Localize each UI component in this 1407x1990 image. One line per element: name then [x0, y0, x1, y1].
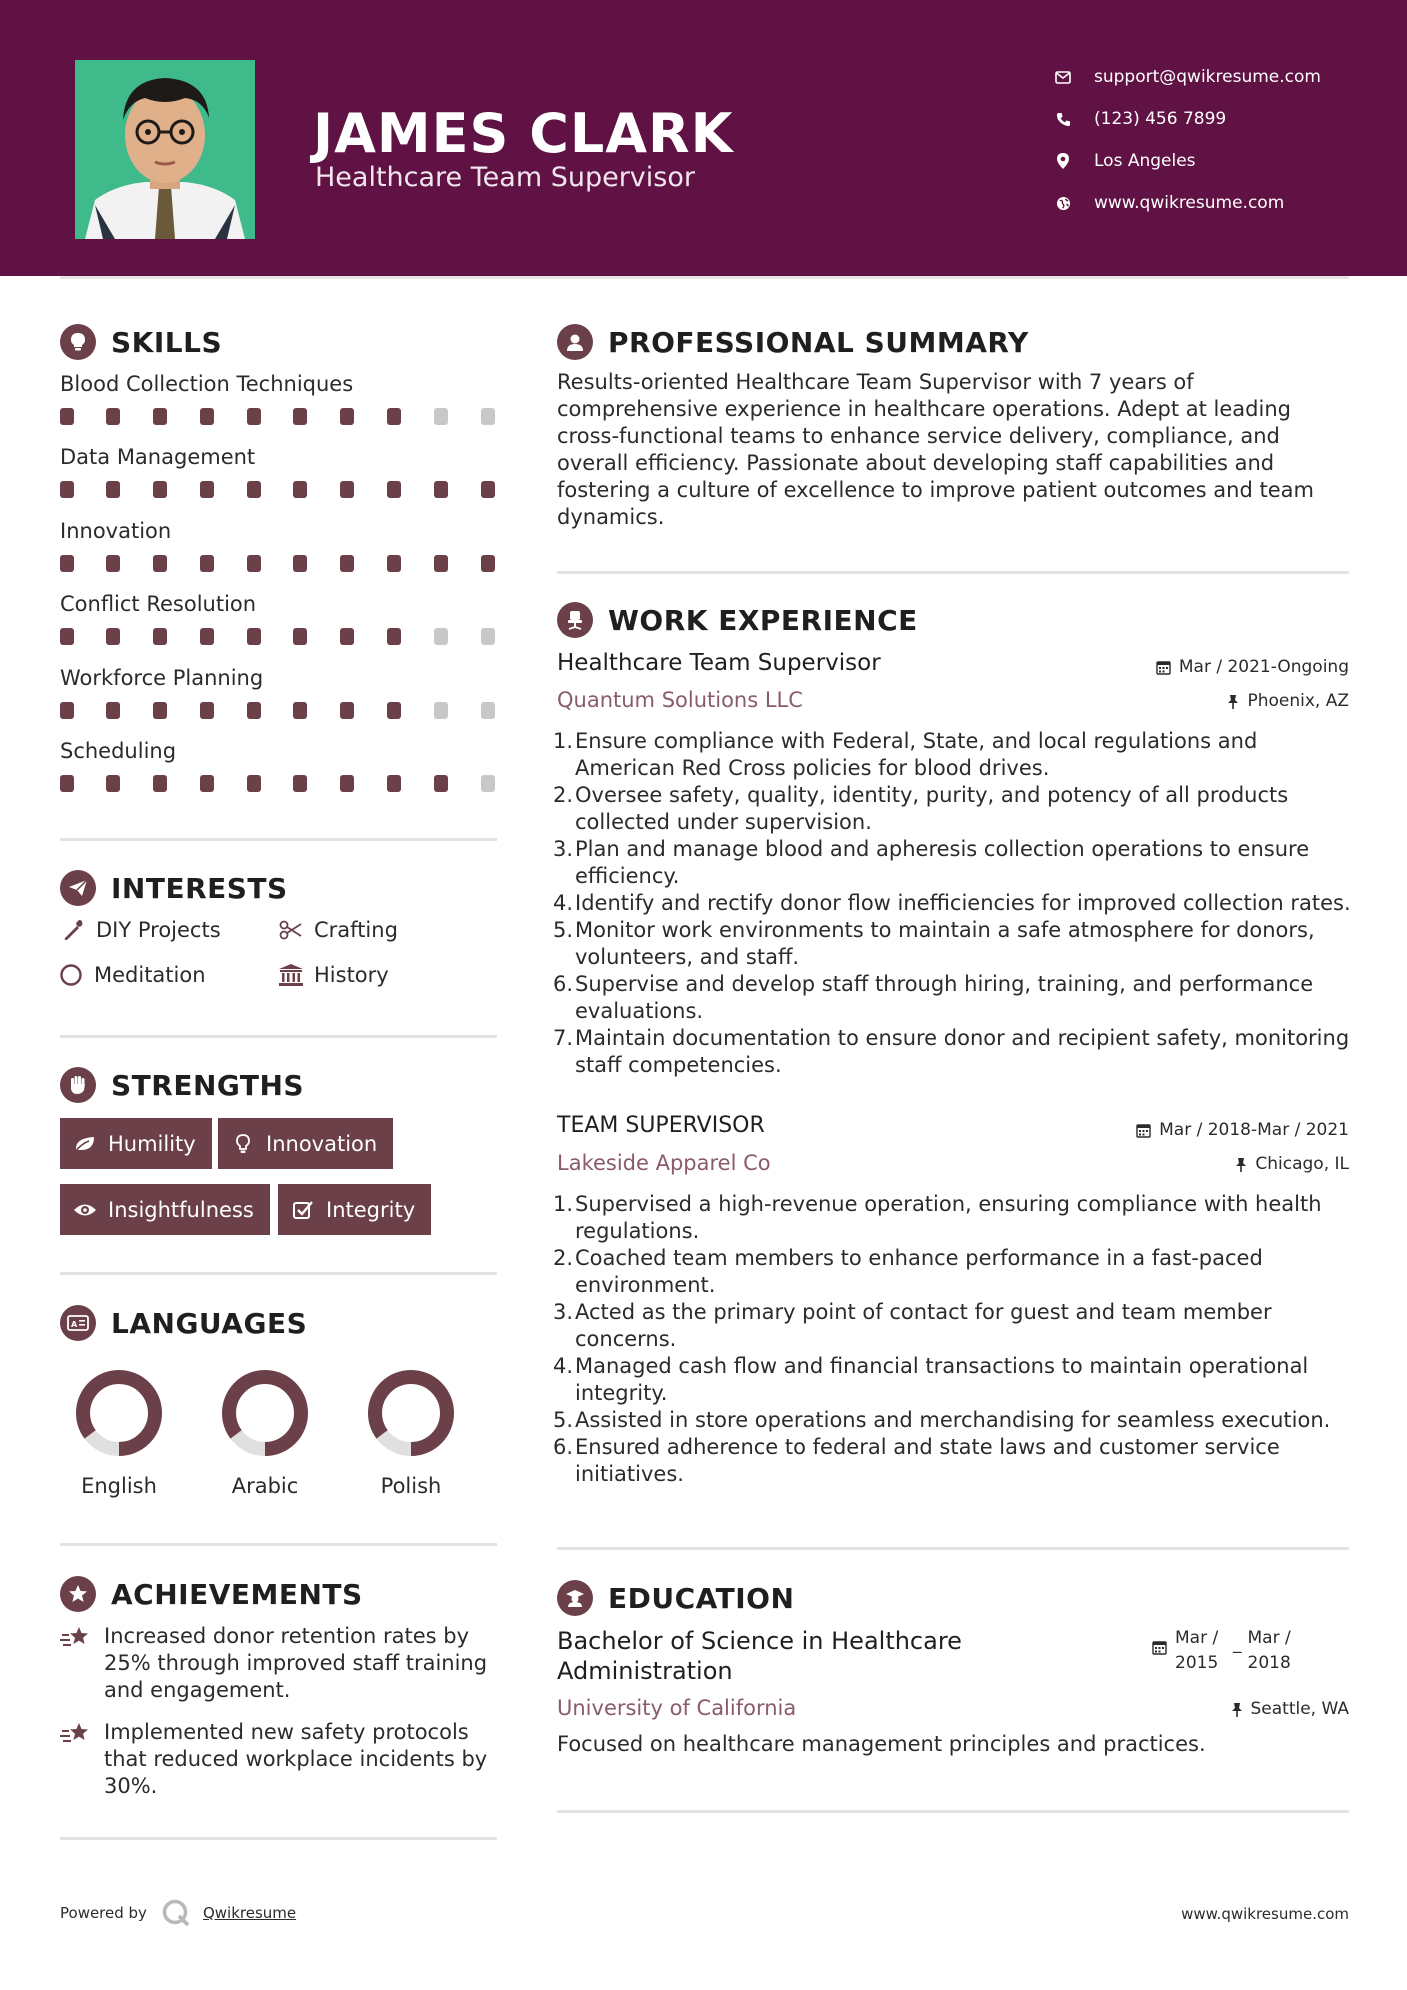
- education-degree: Bachelor of Science in Healthcare Administration: [557, 1627, 962, 1685]
- skill-rating-dot: [153, 481, 167, 498]
- calendar-icon: [1152, 1638, 1167, 1676]
- skill-name: Innovation: [60, 518, 172, 543]
- skill-name: Conflict Resolution: [60, 592, 257, 617]
- strength-label: Humility: [108, 1131, 196, 1156]
- candidate-name: JAMES CLARK: [313, 102, 734, 165]
- skill-rating-dot: [247, 775, 261, 792]
- strength-humility: [60, 1118, 212, 1169]
- skill-rating-dot: [106, 628, 120, 645]
- skill-rating-dot: [387, 775, 401, 792]
- calendar-icon: [1136, 1123, 1151, 1138]
- languages-divider: [60, 1543, 497, 1546]
- language-name: Arabic: [231, 1474, 299, 1498]
- skill-rating-dot: [153, 555, 167, 572]
- skill-rating-dot: [481, 408, 495, 425]
- pushpin-icon: [1235, 1157, 1247, 1172]
- education-location: [1231, 1699, 1350, 1719]
- skill-rating-dot: [60, 481, 74, 498]
- language-level-ring: [220, 1368, 310, 1458]
- summary-divider: [557, 571, 1349, 574]
- skill-rating-dot: [153, 408, 167, 425]
- duty-text: Plan and manage blood and apheresis collection operations to ensure efficiency.: [575, 837, 1310, 888]
- contact-email[interactable]: [1052, 56, 1392, 98]
- skill-rating-dot: [153, 628, 167, 645]
- header-divider: [60, 276, 1349, 279]
- duty-number: 6.: [553, 972, 574, 996]
- skill-rating-dot: [481, 481, 495, 498]
- skill-rating-dot: [293, 481, 307, 498]
- duty-number: 3.: [553, 837, 574, 861]
- interest-meditation: [58, 962, 206, 988]
- skill-rating-dot: [60, 555, 74, 572]
- checkbox-icon: [290, 1197, 316, 1223]
- experience-heading-text: WORK EXPERIENCE: [608, 603, 918, 637]
- job-title: TEAM SUPERVISOR: [557, 1113, 765, 1138]
- leaf-icon: [72, 1131, 98, 1157]
- skill-rating-dot: [434, 555, 448, 572]
- skill-rating-dot: [200, 481, 214, 498]
- duty-item: [553, 728, 1357, 782]
- duty-item: [553, 836, 1357, 890]
- job-dates: [1136, 1120, 1349, 1140]
- skill-rating: [60, 775, 500, 795]
- skill-rating-dot: [481, 628, 495, 645]
- skill-rating-dot: [340, 481, 354, 498]
- skill-rating-dot: [387, 628, 401, 645]
- duty-text: Maintain documentation to ensure donor and recipient safety, monitoring staff competencies.: [575, 1026, 1350, 1077]
- duty-number: 5.: [553, 918, 574, 942]
- strength-integrity: [278, 1184, 431, 1235]
- interest-diy-projects: [60, 917, 221, 943]
- job-location-text: Chicago, IL: [1255, 1154, 1349, 1174]
- skill-rating: [60, 408, 500, 428]
- skill-rating-dot: [60, 775, 74, 792]
- duty-text: Oversee safety, quality, identity, purity, and potency of all products collected under supervision.: [575, 783, 1289, 834]
- language-item: [44, 1368, 194, 1498]
- interest-label: DIY Projects: [96, 918, 221, 942]
- contact-phone-text: (123) 456 7899: [1094, 109, 1227, 129]
- language-level-ring: [74, 1368, 164, 1458]
- contact-website[interactable]: [1052, 182, 1392, 224]
- company-name: Quantum Solutions LLC: [557, 688, 803, 712]
- language-name: Polish: [380, 1474, 442, 1498]
- duty-item: [553, 1299, 1357, 1353]
- summary-heading-text: PROFESSIONAL SUMMARY: [608, 325, 1029, 359]
- strength-label: Insightfulness: [108, 1197, 254, 1222]
- contact-website-text: www.qwikresume.com: [1094, 193, 1285, 213]
- skill-rating: [60, 481, 500, 501]
- skill-rating-dot: [293, 702, 307, 719]
- duty-item: [553, 782, 1357, 836]
- skill-rating-dot: [247, 628, 261, 645]
- skill-rating-dot: [293, 555, 307, 572]
- office-chair-icon: [557, 602, 593, 638]
- skill-rating-dot: [153, 775, 167, 792]
- skill-rating-dot: [200, 408, 214, 425]
- profile-photo: [75, 60, 255, 239]
- duty-text: Coached team members to enhance performance in a fast-paced environment.: [575, 1246, 1263, 1297]
- education-start-year: 2015: [1175, 1653, 1219, 1673]
- pushpin-icon: [1227, 694, 1239, 709]
- skill-rating-dot: [200, 555, 214, 572]
- duty-number: 1.: [553, 729, 574, 753]
- skill-name: Workforce Planning: [60, 665, 264, 690]
- job-dates-text: Mar / 2021-Ongoing: [1178, 657, 1349, 677]
- skill-rating-dot: [434, 702, 448, 719]
- scissors-icon: [278, 917, 304, 943]
- shooting-star-icon: [60, 1721, 92, 1800]
- strengths-divider: [60, 1272, 497, 1275]
- circle-icon: [58, 962, 84, 988]
- skill-rating-dot: [106, 555, 120, 572]
- skill-name: Data Management: [60, 445, 256, 470]
- duty-text: Supervise and develop staff through hiring, training, and performance evaluations.: [575, 972, 1314, 1023]
- job-location: [1235, 1154, 1349, 1174]
- strength-label: Integrity: [326, 1197, 416, 1222]
- education-divider: [557, 1810, 1349, 1813]
- skill-rating-dot: [106, 702, 120, 719]
- skill-rating-dot: [60, 702, 74, 719]
- skill-rating-dot: [481, 775, 495, 792]
- experience-heading: [557, 602, 918, 638]
- museum-icon: [278, 962, 304, 988]
- duty-number: 2.: [553, 783, 574, 807]
- languages-heading-text: LANGUAGES: [111, 1306, 308, 1340]
- duty-number: 4.: [553, 891, 574, 915]
- duty-text: Ensure compliance with Federal, State, and local regulations and American Red Cross policies for blood drives.: [575, 729, 1258, 780]
- date-separator: _: [1233, 1634, 1242, 1654]
- education-start-month: Mar /: [1175, 1628, 1219, 1648]
- contact-list: [1052, 56, 1392, 224]
- education-heading: [557, 1580, 794, 1616]
- summary-text: Results-oriented Healthcare Team Supervisor with 7 years of comprehensive experience in healthcare operations. Adept at leading cross-functional teams to enhance service delivery, compliance, and overall efficiency. Passionate about developing staff capabilities and fostering a culture of excellence to improve patient outcomes and team dynamics.: [557, 370, 1314, 529]
- envelope-icon: [1052, 66, 1074, 88]
- duty-item: [553, 1407, 1357, 1434]
- skill-rating-dot: [200, 702, 214, 719]
- skill-rating-dot: [247, 702, 261, 719]
- duty-text: Ensured adherence to federal and state laws and customer service initiatives.: [575, 1435, 1280, 1486]
- map-pin-icon: [1052, 150, 1074, 172]
- job-duties-list: [553, 1191, 1357, 1488]
- skill-rating: [60, 628, 500, 648]
- strength-label: Innovation: [266, 1131, 378, 1156]
- skill-rating-dot: [340, 775, 354, 792]
- achievements-heading: [60, 1576, 363, 1612]
- eye-icon: [72, 1197, 98, 1223]
- experience-divider: [557, 1547, 1349, 1550]
- job-dates-text: Mar / 2018-Mar / 2021: [1159, 1120, 1349, 1140]
- calendar-icon: [1156, 660, 1171, 675]
- phone-icon: [1052, 108, 1074, 130]
- contact-email-text: support@qwikresume.com: [1094, 67, 1321, 87]
- svg-text:A: A: [71, 1320, 78, 1329]
- skill-rating-dot: [247, 555, 261, 572]
- education-dates: [1152, 1626, 1291, 1676]
- education-end: [1248, 1626, 1291, 1676]
- interest-crafting: [278, 917, 398, 943]
- contact-location: [1052, 140, 1392, 182]
- qwikresume-link[interactable]: Qwikresume: [202, 1904, 297, 1922]
- skill-rating-dot: [340, 702, 354, 719]
- skill-rating-dot: [293, 408, 307, 425]
- job-title: Healthcare Team Supervisor: [557, 650, 881, 676]
- globe-icon: [1052, 192, 1074, 214]
- duty-item: [553, 1191, 1357, 1245]
- interest-label: History: [314, 963, 389, 987]
- skill-name: Scheduling: [60, 739, 177, 763]
- skill-rating-dot: [387, 481, 401, 498]
- skill-rating-dot: [153, 702, 167, 719]
- footer-powered-by: [60, 1898, 296, 1928]
- contact-phone[interactable]: [1052, 98, 1392, 140]
- skill-rating-dot: [106, 775, 120, 792]
- skill-rating-dot: [60, 408, 74, 425]
- interests-heading: [60, 870, 288, 906]
- contact-location-text: Los Angeles: [1094, 151, 1196, 171]
- interests-heading-text: INTERESTS: [111, 871, 288, 905]
- skills-heading: [60, 324, 222, 360]
- language-item: [190, 1368, 340, 1498]
- id-card-icon: [60, 1305, 96, 1341]
- duty-item: [553, 1434, 1357, 1488]
- fist-icon: [60, 1067, 96, 1103]
- pushpin-icon: [1231, 1702, 1243, 1717]
- skill-rating-dot: [247, 481, 261, 498]
- skill-rating-dot: [387, 702, 401, 719]
- skill-rating: [60, 555, 500, 575]
- achievement-text: Increased donor retention rates by 25% through improved staff training and engagement.: [104, 1624, 488, 1702]
- skill-rating: [60, 702, 500, 722]
- graduate-icon: [557, 1580, 593, 1616]
- strengths-heading-text: STRENGTHS: [111, 1068, 305, 1102]
- language-level-ring: [366, 1368, 456, 1458]
- candidate-title: Healthcare Team Supervisor: [315, 162, 695, 193]
- user-icon: [557, 324, 593, 360]
- duty-text: Assisted in store operations and merchandising for seamless execution.: [575, 1408, 1331, 1432]
- education-description: Focused on healthcare management principles and practices.: [557, 1732, 1206, 1756]
- star-badge-icon: [60, 1576, 96, 1612]
- duty-number: 5.: [553, 1408, 574, 1432]
- skill-rating-dot: [481, 555, 495, 572]
- duty-number: 4.: [553, 1354, 574, 1378]
- skill-rating-dot: [387, 555, 401, 572]
- skill-rating-dot: [340, 628, 354, 645]
- footer-website[interactable]: www.qwikresume.com: [1181, 1905, 1349, 1923]
- duty-item: [553, 917, 1357, 971]
- job-duties-list: [553, 728, 1357, 1079]
- education-end-month: Mar /: [1247, 1628, 1291, 1648]
- achievement-item: [60, 1623, 500, 1704]
- education-heading-text: EDUCATION: [608, 1581, 795, 1615]
- skill-rating-dot: [200, 775, 214, 792]
- paper-plane-icon: [60, 870, 96, 906]
- duty-text: Acted as the primary point of contact for guest and team member concerns.: [575, 1300, 1272, 1351]
- skill-rating-dot: [434, 628, 448, 645]
- job-dates: [1156, 657, 1349, 677]
- duty-text: Supervised a high-revenue operation, ensuring compliance with health regulations.: [575, 1192, 1322, 1243]
- wrench-icon: [60, 917, 86, 943]
- education-location-text: Seattle, WA: [1250, 1699, 1349, 1719]
- education-start: [1175, 1626, 1227, 1676]
- languages-heading: [60, 1305, 307, 1341]
- skill-rating-dot: [247, 408, 261, 425]
- duty-item: [553, 890, 1357, 917]
- interest-label: Meditation: [94, 963, 206, 987]
- skill-rating-dot: [387, 408, 401, 425]
- powered-by-text: Powered by: [60, 1904, 147, 1922]
- interests-divider: [60, 1035, 497, 1038]
- education-end-year: 2018: [1247, 1653, 1291, 1673]
- skill-rating-dot: [340, 408, 354, 425]
- duty-number: 6.: [553, 1435, 574, 1459]
- lightbulb-icon: [230, 1131, 256, 1157]
- duty-item: [553, 1353, 1357, 1407]
- achievement-text: Implemented new safety protocols that reduced workplace incidents by 30%.: [104, 1720, 488, 1798]
- duty-number: 7.: [553, 1026, 574, 1050]
- skill-rating-dot: [293, 628, 307, 645]
- duty-item: [553, 1245, 1357, 1299]
- skills-divider: [60, 838, 497, 841]
- skill-rating-dot: [340, 555, 354, 572]
- job-location-text: Phoenix, AZ: [1247, 691, 1349, 711]
- skill-rating-dot: [200, 628, 214, 645]
- summary-heading: [557, 324, 1029, 360]
- duty-item: [553, 971, 1357, 1025]
- skill-rating-dot: [106, 481, 120, 498]
- skill-name: Blood Collection Techniques: [60, 372, 354, 396]
- strength-insightfulness: [60, 1184, 270, 1235]
- skill-rating-dot: [60, 628, 74, 645]
- language-name: English: [81, 1474, 157, 1498]
- skill-rating-dot: [293, 775, 307, 792]
- job-location: [1227, 691, 1349, 711]
- strength-innovation: [218, 1118, 393, 1169]
- duty-text: Monitor work environments to maintain a safe atmosphere for donors, volunteers, and staff.: [575, 918, 1315, 969]
- resume-header: [0, 0, 1407, 276]
- skill-rating-dot: [434, 481, 448, 498]
- education-school: University of California: [557, 1696, 797, 1720]
- skill-rating-dot: [106, 408, 120, 425]
- interest-label: Crafting: [314, 918, 398, 942]
- skill-rating-dot: [481, 702, 495, 719]
- duty-number: 1.: [553, 1192, 574, 1216]
- achievements-heading-text: ACHIEVEMENTS: [111, 1577, 363, 1611]
- language-item: [336, 1368, 486, 1498]
- strengths-heading: [60, 1067, 304, 1103]
- duty-number: 3.: [553, 1300, 574, 1324]
- shooting-star-icon: [60, 1625, 92, 1704]
- duty-text: Managed cash flow and financial transactions to maintain operational integrity.: [575, 1354, 1309, 1405]
- achievement-item: [60, 1719, 500, 1800]
- duty-item: [553, 1025, 1357, 1079]
- qwikresume-logo-icon: [161, 1898, 191, 1928]
- interest-history: [278, 962, 389, 988]
- achievements-divider: [60, 1837, 497, 1840]
- skill-rating-dot: [434, 408, 448, 425]
- duty-number: 2.: [553, 1246, 574, 1270]
- duty-text: Identify and rectify donor flow inefficiencies for improved collection rates.: [575, 891, 1351, 915]
- lightbulb-icon: [60, 324, 96, 360]
- company-name: Lakeside Apparel Co: [557, 1151, 771, 1175]
- skills-heading-text: SKILLS: [111, 325, 223, 359]
- skill-rating-dot: [434, 775, 448, 792]
